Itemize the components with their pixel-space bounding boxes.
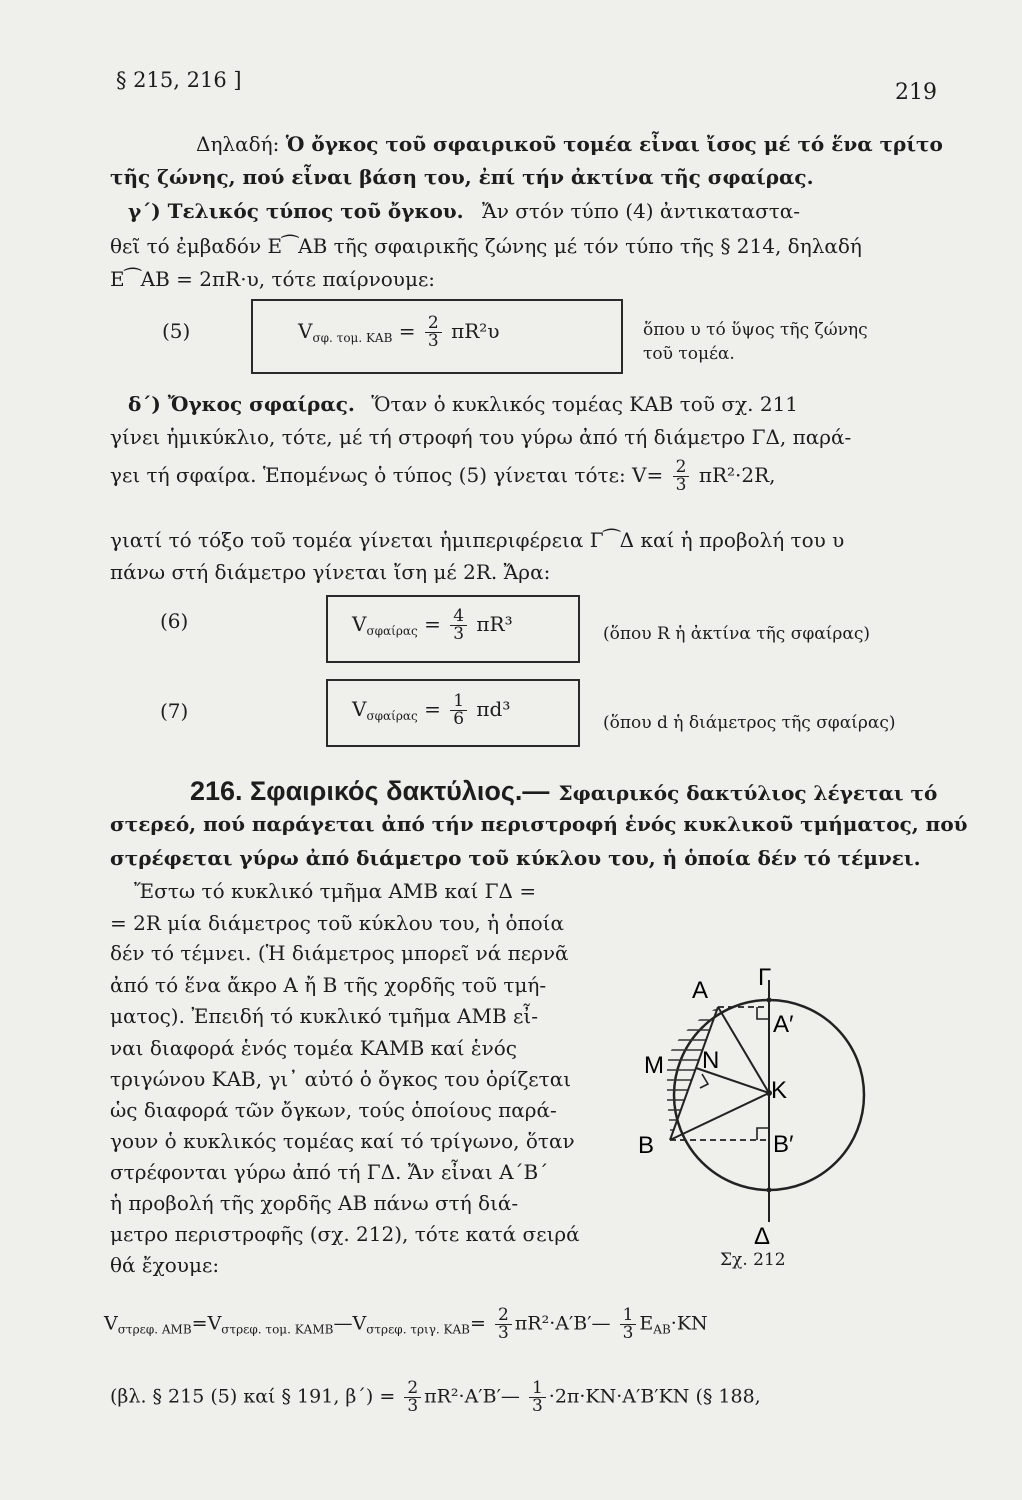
section-216-first-line <box>190 776 937 807</box>
point-d <box>767 1188 772 1193</box>
bold-text-run: Ὁ ὄγκος τοῦ σφαιρικοῦ τομέα εἶναι ἴσος μέ τό ἕνα τρίτο <box>285 132 943 156</box>
body-line: θά ἔχουμε: <box>110 1253 220 1277</box>
label-gamma: Γ <box>758 964 772 991</box>
body-line: μετρο περιστροφῆς (σχ. 212), τότε κατά σειρά <box>110 1222 580 1246</box>
body-line: ματος). Ἐπειδή τό κυκλικό τμῆμα ΑΜΒ εἶ- <box>110 1004 538 1028</box>
equation-line-1 <box>104 1307 708 1342</box>
denominator: 3 <box>622 1323 634 1343</box>
body-line: τριγώνου ΚΑΒ, γι᾿ αὐτό ὁ ὄγκος του ὁρίζεται <box>110 1067 572 1091</box>
right-angle-marker <box>757 1007 769 1019</box>
body-line: ἡ προβολή τῆς χορδῆς ΑΒ πάνω στή διά- <box>110 1191 519 1215</box>
text-run: Ὅταν ὁ κυκλικός τομέας ΚΑΒ τοῦ σχ. 211 <box>371 392 799 416</box>
formula-note: (ὅπου R ἡ ἀκτίνα τῆς σφαίρας) <box>603 624 870 644</box>
definition-text: Σφαιρικός δακτύλιος λέγεται τό <box>558 781 938 805</box>
fraction <box>450 608 467 643</box>
denominator: 3 <box>497 1323 509 1343</box>
formula-7 <box>352 693 510 728</box>
numerator: 2 <box>673 459 690 477</box>
text-run: Ἄν στόν τύπο (4) ἀντικαταστα- <box>482 199 801 223</box>
text-run: πR²·2R, <box>698 463 776 487</box>
body-line: Ἔστω τό κυκλικό τμῆμα ΑΜΒ καί ΓΔ = <box>134 879 537 903</box>
radius-ka <box>718 1007 769 1093</box>
paragraph-line: γίνει ἡμικύκλιο, τότε, μέ τή στροφή του γύρω ἀπό τή διάμετρο ΓΔ, παρά- <box>110 425 852 449</box>
paragraph-line <box>110 459 776 494</box>
formula-subscript: σφαίρας <box>366 624 418 638</box>
definition-line: στερεό, πού παράγεται ἀπό τήν περιστροφή ἑνός κυκλικοῦ τμήματος, πού <box>110 812 968 836</box>
equals-sign: = <box>191 1312 208 1335</box>
numerator: 2 <box>425 315 442 333</box>
equals-sign: = <box>424 697 441 721</box>
paragraph-line: E⁀AB = 2πR·υ, τότε παίρνουμε: <box>110 267 436 291</box>
paragraph-line: θεῖ τό ἐμβαδόν E⁀AB τῆς σφαιρικῆς ζώνης μέ τόν τύπο τῆς § 214, δηλαδή <box>110 234 862 258</box>
label-delta: Δ <box>754 1223 771 1250</box>
subsection-title: δ΄) Ὄγκος σφαίρας. <box>128 392 355 416</box>
formula-label: (7) <box>160 699 189 723</box>
numerator: 1 <box>450 693 467 711</box>
formula-term: πR³ <box>476 612 513 636</box>
denominator: 6 <box>453 709 465 729</box>
figure-caption: Σχ. 212 <box>720 1250 786 1270</box>
formula-symbol: V <box>207 1312 222 1335</box>
page-number: 219 <box>895 80 937 105</box>
subsection-title: γ΄) Τελικός τύπος τοῦ ὄγκου. <box>128 199 464 223</box>
formula-term: ·2π·KN·A′B′KN (§ 188, <box>548 1385 761 1408</box>
formula-label: (5) <box>162 319 191 343</box>
formula-symbol: V <box>352 612 367 636</box>
denominator: 3 <box>427 331 439 351</box>
formula-term: E <box>639 1312 654 1335</box>
formula-note: (ὅπου d ἡ διάμετρος τῆς σφαίρας) <box>603 713 896 733</box>
fraction <box>450 693 467 728</box>
denominator: 3 <box>531 1396 543 1416</box>
denominator: 3 <box>453 624 465 644</box>
paragraph-line: τῆς ζώνης, πού εἶναι βάση του, ἐπί τήν ἀκτίνα τῆς σφαίρας. <box>110 165 814 189</box>
definition-line: στρέφεται γύρω ἀπό διάμετρο τοῦ κύκλου του, ἡ ὁποία δέν τό τέμνει. <box>110 846 921 870</box>
denominator: 3 <box>675 475 687 495</box>
fraction <box>425 315 442 350</box>
numerator: 4 <box>450 608 467 626</box>
right-angle-marker <box>757 1128 769 1140</box>
formula-symbol: V <box>104 1312 118 1335</box>
formula-subscript: στρεφ. ΑΜΒ <box>117 1322 192 1337</box>
label-b-prime: Β′ <box>773 1131 794 1158</box>
formula-symbol: V <box>352 697 367 721</box>
text-run: γει τή σφαίρα. Ἑπομένως ὁ τύπος (5) γίνεται τότε: V= <box>110 463 664 487</box>
body-line: γουν ὁ κυκλικός τομέας καί τό τρίγωνο, ὅταν <box>110 1129 575 1153</box>
fraction <box>673 459 690 494</box>
figure-212 <box>630 960 880 1260</box>
numerator: 1 <box>620 1307 637 1325</box>
section-heading: 216. Σφαιρικός δακτύλιος.— <box>190 776 550 806</box>
paragraph-line <box>128 199 800 223</box>
equals-sign: = <box>424 612 441 636</box>
body-line: στρέφονται γύρω ἀπό τή ΓΔ. Ἄν εἶναι Α΄Β΄ <box>110 1160 549 1184</box>
section-reference: § 215, 216 ] <box>116 68 242 92</box>
formula-6 <box>352 608 513 643</box>
minus-sign: — <box>333 1312 353 1335</box>
label-m: Μ <box>644 1052 664 1079</box>
numerator: 2 <box>404 1380 421 1398</box>
equals-sign: = <box>469 1312 486 1335</box>
right-angle-marker <box>700 1074 708 1088</box>
text-run: Δηλαδή: <box>196 132 286 156</box>
label-b: Β <box>638 1132 655 1159</box>
formula-subscript: στρεφ. τομ. ΚΑΜΒ <box>221 1322 334 1337</box>
paragraph-line: γιατί τό τόξο τοῦ τομέα γίνεται ἡμιπεριφέρεια Γ⁀Δ καί ἡ προβολή του υ <box>110 528 845 552</box>
numerator: 2 <box>495 1307 512 1325</box>
label-k: Κ <box>771 1077 788 1104</box>
formula-subscript: σφαίρας <box>366 709 418 723</box>
fraction <box>529 1380 546 1415</box>
formula-5 <box>298 315 499 350</box>
formula-symbol: V <box>352 1312 367 1335</box>
formula-term: πR²·A′B′— <box>424 1385 520 1408</box>
fraction <box>620 1307 637 1342</box>
paragraph-line <box>196 132 943 156</box>
formula-subscript: σφ. τομ. ΚΑΒ <box>312 331 393 345</box>
equals-sign: = <box>398 319 416 343</box>
body-line: ἀπό τό ἕνα ἄκρο Α ἤ Β τῆς χορδῆς τοῦ τμή- <box>110 973 547 997</box>
body-line: δέν τό τέμνει. (Ἡ διάμετρος μπορεῖ νά περνᾶ <box>110 941 569 965</box>
denominator: 3 <box>407 1396 419 1416</box>
formula-term: πd³ <box>476 697 511 721</box>
numerator: 1 <box>529 1380 546 1398</box>
text-run: (βλ. § 215 (5) καί § 191, β΄) = <box>110 1385 396 1408</box>
label-a: Α <box>692 977 709 1004</box>
body-line: ναι διαφορά ἑνός τομέα ΚΑΜΒ καί ἑνός <box>110 1036 517 1060</box>
formula-term: πR²υ <box>451 319 500 343</box>
formula-term: ·KN <box>670 1312 708 1335</box>
formula-label: (6) <box>160 609 189 633</box>
body-line: = 2R μία διάμετρος τοῦ κύκλου του, ἡ ὁποία <box>110 911 565 935</box>
formula-note: τοῦ τομέα. <box>643 344 735 364</box>
label-n: Ν <box>702 1047 720 1074</box>
point-g <box>767 998 772 1003</box>
formula-note: ὅπου υ τό ὕψος τῆς ζώνης <box>643 320 868 340</box>
equation-line-2 <box>110 1380 761 1415</box>
label-a-prime: Α′ <box>773 1011 794 1038</box>
formula-symbol: V <box>298 319 313 343</box>
body-line: ὡς διαφορά τῶν ὄγκων, τούς ὁποίους παρά- <box>110 1098 557 1122</box>
formula-term: πR²·A′B′— <box>514 1312 611 1335</box>
paragraph-line: πάνω στή διάμετρο γίνεται ἴση μέ 2R. Ἄρα: <box>110 560 551 584</box>
formula-subscript: στρεφ. τριγ. ΚΑΒ <box>366 1322 470 1337</box>
fraction <box>404 1380 421 1415</box>
formula-subscript: AB <box>653 1322 671 1337</box>
paragraph-line <box>128 392 798 416</box>
fraction <box>495 1307 512 1342</box>
